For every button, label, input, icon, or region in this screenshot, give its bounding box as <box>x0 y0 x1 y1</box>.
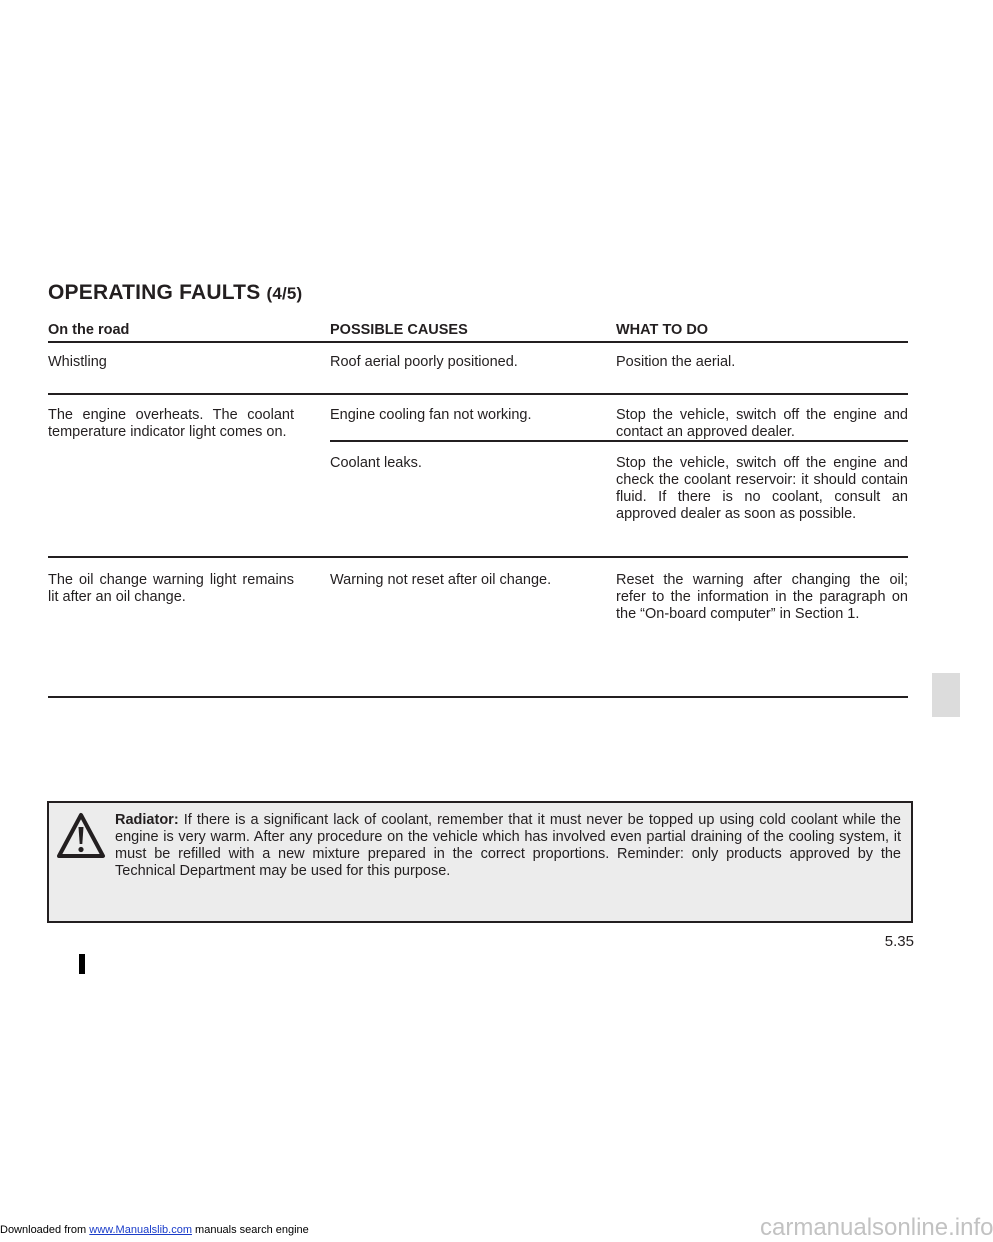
row-divider <box>48 393 908 395</box>
header-what-to-do: WHAT TO DO <box>616 322 709 338</box>
download-footer <box>0 1224 309 1236</box>
section-tab <box>932 673 960 717</box>
warning-body: If there is a significant lack of coolant, remember that it must never be topped up using cold coolant while the engine is very warm. After any procedure on the vehicle which has involved even partial draining of the cooling system, it must be refilled with a new mixture prepared in the correct proportions. Reminder: only products approved by the Technical Department may be used for this purpose. <box>115 812 901 879</box>
row2-action-2: Stop the vehicle, switch off the engine and check the coolant reservoir: it should contain fluid. If there is no coolant, consult an approved dealer as soon as possible. <box>616 455 908 522</box>
sub-row-divider <box>330 440 908 442</box>
warning-label: Radiator: <box>115 812 179 828</box>
page-marker <box>79 954 85 974</box>
row3-symptom: The oil change warning light remains lit after an oil change. <box>48 572 294 605</box>
page-number: 5.35 <box>884 933 914 950</box>
header-divider <box>48 341 908 343</box>
row2-cause-2: Coolant leaks. <box>330 455 422 471</box>
watermark: carmanualsonline.info <box>760 1214 993 1241</box>
row3-cause: Warning not reset after oil change. <box>330 572 552 588</box>
manualslib-link[interactable]: www.Manualslib.com <box>89 1224 192 1236</box>
title-main: OPERATING FAULTS <box>48 281 261 304</box>
warning-text <box>115 812 901 880</box>
page-title <box>48 281 302 305</box>
table-bottom-rule <box>48 696 908 698</box>
row2-action-1: Stop the vehicle, switch off the engine and contact an approved dealer. <box>616 407 908 440</box>
row2-cause-1: Engine cooling fan not working. <box>330 407 532 423</box>
row3-action: Reset the warning after changing the oil; refer to the information in the paragraph on the “On-board computer” in Section 1. <box>616 572 908 622</box>
row1-cause: Roof aerial poorly positioned. <box>330 354 518 370</box>
warning-triangle-icon <box>56 812 106 860</box>
header-possible-causes: POSSIBLE CAUSES <box>330 322 468 338</box>
footer-prefix: Downloaded from <box>0 1224 90 1236</box>
row-divider <box>48 556 908 558</box>
row1-action: Position the aerial. <box>616 354 736 370</box>
header-on-the-road: On the road <box>48 322 130 338</box>
footer-suffix: manuals search engine <box>191 1224 309 1236</box>
row1-symptom: Whistling <box>48 354 107 370</box>
title-part: (4/5) <box>266 284 303 303</box>
row2-symptom: The engine overheats. The coolant temperature indicator light comes on. <box>48 407 294 440</box>
